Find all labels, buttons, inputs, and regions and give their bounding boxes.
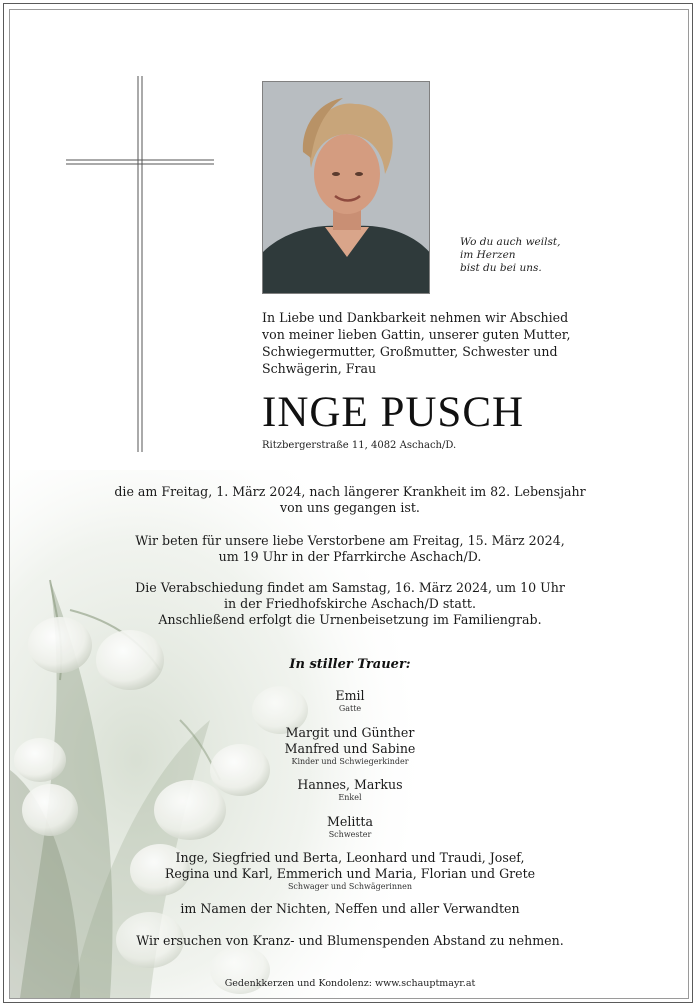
mourner-names: Hannes, Markus <box>297 777 403 792</box>
prayer-line: um 19 Uhr in der Pfarrkirche Aschach/D. <box>218 549 482 564</box>
mourner-names: Regina und Karl, Emmerich und Maria, Florian und Grete <box>164 866 536 881</box>
mourner-relation: Enkel <box>338 793 362 802</box>
mourner-names: Margit und Günther <box>285 725 415 740</box>
memorial-quote <box>460 236 600 275</box>
mourner-relation: Kinder und Schwiegerkinder <box>291 757 409 766</box>
portrait-illustration <box>263 82 430 294</box>
death-notice-line: die am Freitag, 1. März 2024, nach längerer Krankheit im 82. Lebensjahr <box>114 484 586 499</box>
intro-line: Schwägerin, Frau <box>262 361 377 376</box>
mourner-group <box>100 725 600 767</box>
deceased-name: INGE PUSCH <box>262 389 525 436</box>
death-notice-line: von uns gegangen ist. <box>280 500 420 515</box>
mourner-group <box>100 850 600 892</box>
farewell-line: in der Friedhofskirche Aschach/D statt. <box>224 596 476 611</box>
cross-icon <box>66 76 214 452</box>
prayer-line: Wir beten für unsere liebe Verstorbene am Freitag, 15. März 2024, <box>135 533 565 548</box>
intro-line: Schwiegermutter, Großmutter, Schwester und <box>262 344 558 359</box>
farewell-line: Anschließend erfolgt die Urnenbeisetzung im Familiengrab. <box>158 612 542 627</box>
mourner-names: Melitta <box>326 814 374 829</box>
intro-line: In Liebe und Dankbarkeit nehmen wir Abschied <box>262 310 569 325</box>
portrait-photo <box>262 81 430 294</box>
intro-text <box>262 309 602 377</box>
mourner-names: Emil <box>335 688 365 703</box>
mourner-relation: Schwester <box>328 830 372 839</box>
condolence-footer: Gedenkkerzen und Kondolenz: www.schauptmayr.at <box>224 978 476 989</box>
quote-line: Wo du auch weilst, <box>460 236 561 248</box>
mourner-names: Inge, Siegfried und Berta, Leonhard und Traudi, Josef, <box>175 850 525 865</box>
quote-line: im Herzen <box>460 249 516 261</box>
mourner-group <box>100 777 600 803</box>
mourner-relation: Schwager und Schwägerinnen <box>287 882 413 891</box>
mourner-group <box>100 688 600 714</box>
prayer-notice <box>60 533 640 565</box>
farewell-line: Die Verabschiedung findet am Samstag, 16. März 2024, um 10 Uhr <box>135 580 565 595</box>
quote-line: bist du bei uns. <box>460 262 542 274</box>
mourner-names: Manfred und Sabine <box>284 741 416 756</box>
death-notice <box>60 484 640 516</box>
relatives-line: im Namen der Nichten, Neffen und aller Verwandten <box>180 901 520 916</box>
farewell-notice <box>60 580 640 628</box>
intro-line: von meiner lieben Gattin, unserer guten Mutter, <box>262 327 571 342</box>
mourning-heading: In stiller Trauer: <box>289 657 411 672</box>
flowers-request: Wir ersuchen von Kranz- und Blumenspenden Abstand zu nehmen. <box>136 933 564 948</box>
mourner-relation: Gatte <box>338 704 362 713</box>
mourner-group <box>100 814 600 840</box>
deceased-address: Ritzbergerstraße 11, 4082 Aschach/D. <box>262 440 457 451</box>
